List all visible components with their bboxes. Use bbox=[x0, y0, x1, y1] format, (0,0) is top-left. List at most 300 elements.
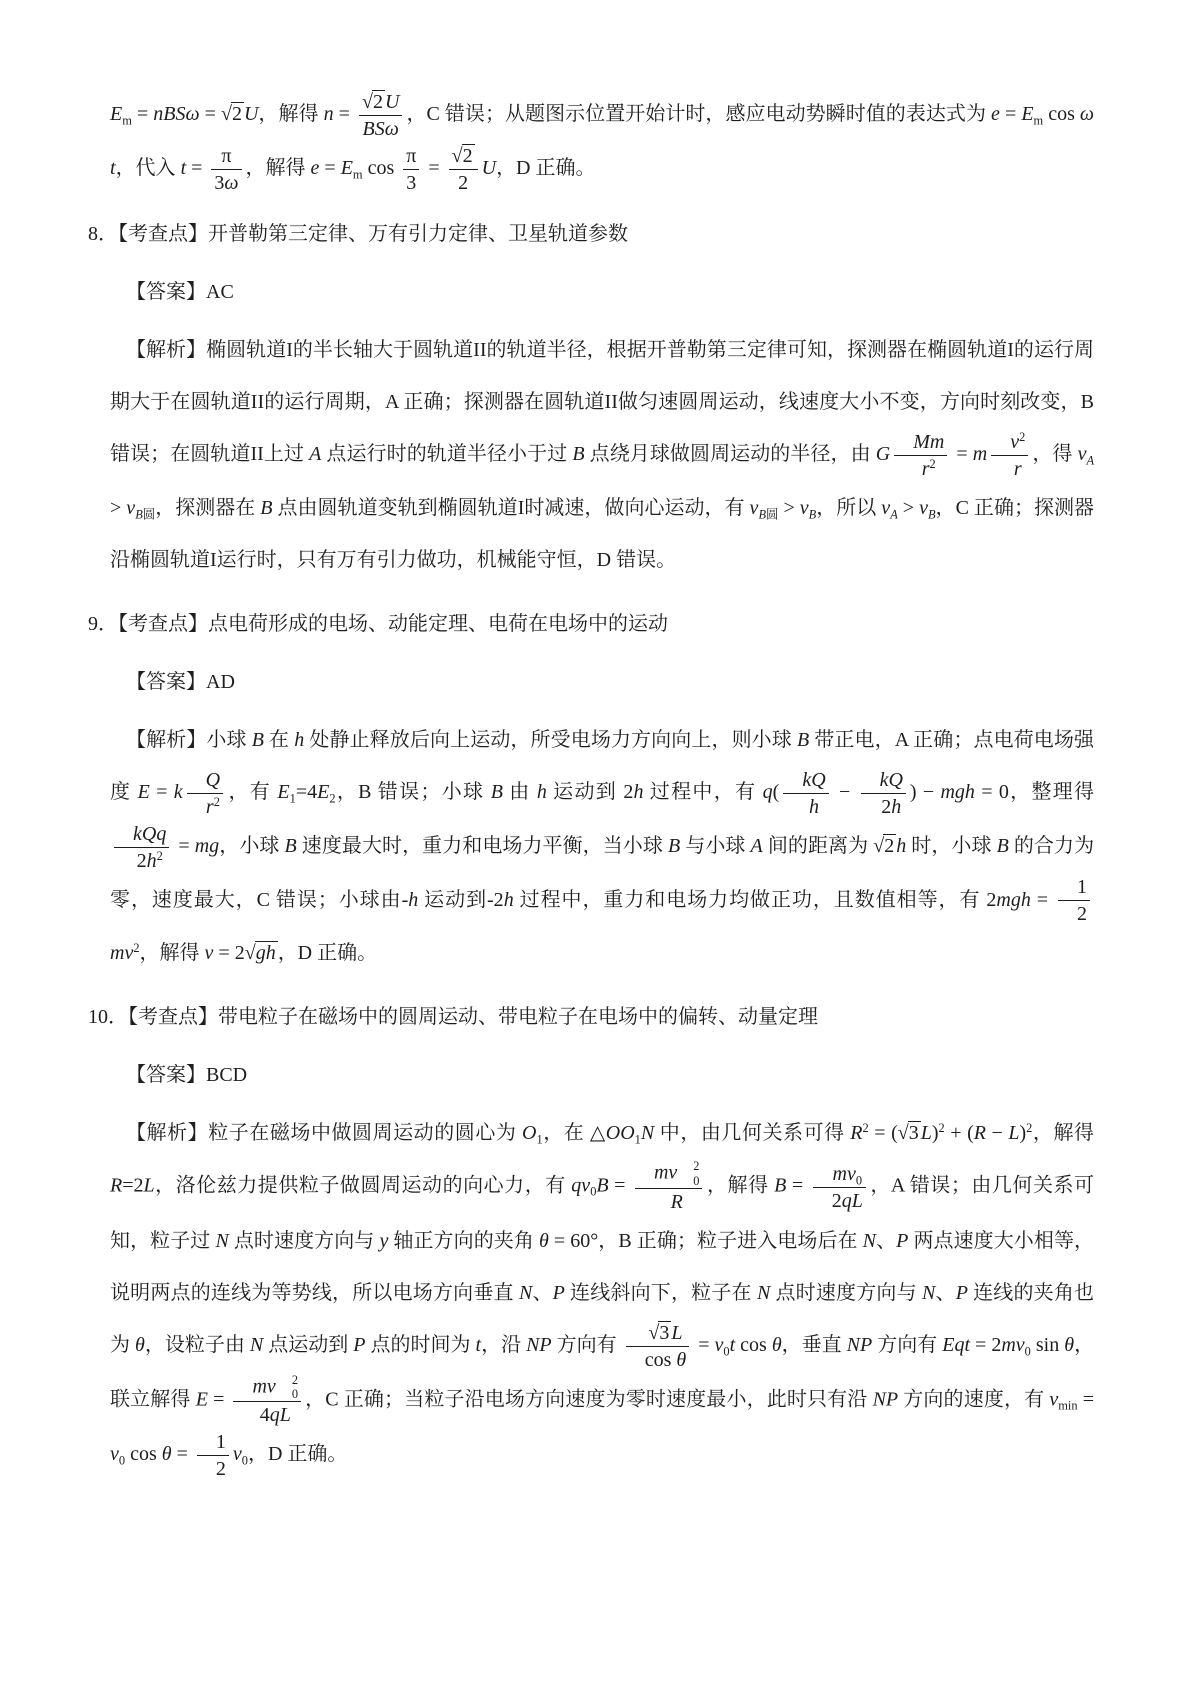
math-roman: 2 bbox=[1019, 429, 1026, 444]
math-roman: 3 bbox=[406, 171, 417, 194]
math-roman: − bbox=[985, 1122, 1009, 1145]
math-variable: gh bbox=[255, 942, 276, 965]
math-fraction bbox=[211, 143, 241, 196]
math-variable: P bbox=[896, 1229, 909, 1252]
math-roman: 3 bbox=[214, 171, 225, 194]
math-variable: BSω bbox=[362, 117, 399, 140]
text-run: ，C 错误；从题图示位置开始计时，感应电动势瞬时值的表达式为 bbox=[406, 103, 992, 125]
fraction-denominator bbox=[211, 170, 241, 196]
math-variable: v bbox=[749, 496, 759, 519]
math-variable: A bbox=[1086, 453, 1095, 468]
math-sqrt bbox=[898, 1121, 921, 1144]
math-roman: 0 bbox=[241, 1453, 248, 1468]
math-subscript bbox=[1034, 113, 1044, 127]
math-fraction bbox=[813, 1161, 866, 1214]
fraction-denominator bbox=[197, 1456, 229, 1482]
math-variable: Mm bbox=[913, 430, 945, 453]
text-run: 点绕月球做圆周运动的半径，由 bbox=[584, 442, 876, 465]
math-fraction bbox=[991, 429, 1028, 482]
math-variable: Q bbox=[205, 768, 221, 791]
math-fraction bbox=[861, 767, 906, 820]
math-variable: nBSω bbox=[153, 103, 200, 125]
math-variable: kQ bbox=[879, 768, 903, 791]
math-variable: v bbox=[1010, 430, 1020, 453]
text-run: 连线的夹角也为 bbox=[110, 1281, 1095, 1356]
math-roman: = bbox=[999, 103, 1022, 125]
math-variable: B bbox=[927, 507, 936, 522]
math-roman: cos bbox=[644, 1348, 677, 1371]
radical-sign-icon: √ bbox=[361, 90, 372, 113]
math-roman: ) − bbox=[909, 780, 941, 803]
math-subscript bbox=[1086, 453, 1094, 467]
text-run: 9．【考查点】点电荷形成的电场、动能定理、电荷在电场中的运动 bbox=[88, 612, 668, 635]
math-superscript bbox=[930, 457, 936, 471]
text-run: 圆 bbox=[142, 507, 156, 522]
text-run: 过程中，重力和电场力均做正功，且数值相等，有 bbox=[513, 888, 987, 911]
math-variable: E bbox=[195, 1388, 208, 1411]
math-variable: NP bbox=[526, 1333, 552, 1356]
math-variable: B bbox=[490, 780, 503, 803]
math-variable: G bbox=[875, 442, 891, 465]
math-variable: θ bbox=[538, 1229, 549, 1252]
q9-answer bbox=[110, 656, 1094, 708]
math-roman: cos bbox=[362, 156, 400, 179]
fraction-denominator bbox=[449, 170, 478, 196]
radical-sign-icon: √ bbox=[451, 144, 462, 167]
math-variable: k bbox=[173, 780, 183, 803]
text-run: ，小球 bbox=[219, 834, 285, 857]
text-run: 运动到-2 bbox=[418, 888, 504, 911]
math-roman: cos bbox=[735, 1333, 772, 1356]
math-variable: B bbox=[668, 834, 681, 857]
text-run: ，得 bbox=[1032, 442, 1078, 465]
subsup-subscript bbox=[677, 1174, 699, 1188]
math-roman: π bbox=[406, 144, 417, 167]
math-roman: 1 bbox=[536, 1132, 543, 1147]
math-variable: r bbox=[921, 457, 930, 480]
q9-analysis bbox=[110, 714, 1094, 980]
math-fraction bbox=[894, 429, 947, 482]
math-roman: 2 bbox=[929, 456, 936, 471]
math-fraction bbox=[626, 1320, 690, 1373]
text-run: 方向有 bbox=[872, 1333, 943, 1356]
fraction-denominator bbox=[403, 170, 419, 196]
math-variable: L bbox=[1008, 1122, 1020, 1145]
math-variable: N bbox=[756, 1281, 771, 1304]
math-variable: v bbox=[126, 496, 136, 519]
fraction-denominator bbox=[783, 794, 828, 820]
text-run: 【答案】AD bbox=[126, 670, 235, 693]
math-variable: h bbox=[808, 795, 819, 818]
math-subscript bbox=[856, 1173, 862, 1187]
text-run: 中，由几何关系可得 bbox=[654, 1122, 851, 1145]
fraction-denominator bbox=[187, 794, 223, 820]
text-run: ，解得 bbox=[258, 103, 324, 125]
math-roman: 1 bbox=[1077, 876, 1087, 899]
math-sqrt bbox=[452, 144, 475, 167]
radical-sign-icon: √ bbox=[873, 834, 884, 857]
math-variable: R bbox=[110, 1174, 123, 1197]
text-run: ，D 正确。 bbox=[277, 942, 378, 965]
text-run: 在 bbox=[263, 728, 295, 751]
fraction-denominator bbox=[359, 116, 402, 142]
math-roman: 0 bbox=[1024, 1344, 1031, 1359]
math-roman: 3 bbox=[908, 1122, 919, 1145]
math-variable: qL bbox=[841, 1189, 863, 1212]
math-variable: mg bbox=[194, 834, 220, 857]
math-variable: h bbox=[408, 888, 419, 911]
text-run: 由 bbox=[502, 780, 537, 803]
math-roman: − bbox=[832, 780, 857, 803]
math-roman: 2 bbox=[986, 888, 997, 911]
math-subsup bbox=[276, 1373, 298, 1402]
text-run: 间的距离为 bbox=[762, 834, 874, 857]
math-superscript bbox=[214, 795, 220, 809]
math-variable: B bbox=[260, 496, 273, 519]
text-run: ，有 bbox=[227, 780, 278, 803]
radical-sign-icon: √ bbox=[220, 103, 231, 125]
math-roman: 4 bbox=[259, 1404, 270, 1427]
math-roman: = 60° bbox=[548, 1229, 599, 1252]
math-variable: r bbox=[205, 795, 214, 818]
text-run: 的合力为零，速度最大，C 错误；小球由- bbox=[110, 834, 1095, 911]
math-roman: = bbox=[693, 1333, 715, 1356]
math-roman: > bbox=[778, 496, 800, 519]
math-sqrt bbox=[873, 834, 896, 857]
math-variable: N bbox=[249, 1333, 264, 1356]
math-roman: = bbox=[608, 1174, 631, 1197]
math-roman: = bbox=[149, 780, 174, 803]
fraction-numerator bbox=[233, 1373, 301, 1403]
math-variable: t bbox=[729, 1333, 736, 1356]
math-roman: 1 bbox=[215, 1431, 226, 1454]
fraction-denominator bbox=[114, 848, 169, 874]
math-variable: N bbox=[640, 1122, 655, 1145]
q10-analysis bbox=[110, 1107, 1094, 1482]
math-roman: 2 bbox=[938, 1121, 945, 1136]
text-run: ，整理得 bbox=[1008, 780, 1095, 803]
radical-sign-icon: √ bbox=[648, 1321, 659, 1344]
q10-heading bbox=[88, 991, 1094, 1043]
math-variable: E bbox=[277, 780, 290, 803]
math-roman: = bbox=[1030, 888, 1054, 911]
math-superscript bbox=[1019, 430, 1025, 444]
math-variable: h bbox=[891, 795, 902, 818]
math-variable: N bbox=[862, 1229, 876, 1252]
math-variable: y bbox=[379, 1229, 389, 1252]
math-roman: = bbox=[423, 156, 445, 179]
text-run: 【解析】椭圆轨道I的半长轴大于圆轨道II的轨道半径，根据开普勒第三定律可知，探测器在椭圆轨道I的运行周期大于在圆轨道II的运行周期，A 正确；探测器在圆轨道II做匀速圆周运动，线速度大小不变，方向时刻改变，B 错误；在圆轨道II上过 bbox=[110, 338, 1094, 465]
math-fraction bbox=[1058, 874, 1090, 927]
math-roman: 2 bbox=[133, 941, 140, 956]
math-variable: h bbox=[633, 780, 644, 803]
math-variable: qL bbox=[269, 1404, 291, 1427]
math-variable: v bbox=[714, 1333, 724, 1356]
math-variable: N bbox=[921, 1281, 936, 1304]
q8-heading bbox=[88, 208, 1094, 260]
fraction-numerator bbox=[783, 767, 828, 794]
math-variable: B bbox=[251, 728, 264, 751]
text-run: 两点速度大小相等，说明两点的连线为等势线，所以电场方向垂直 bbox=[110, 1229, 1095, 1304]
math-variable: E bbox=[340, 156, 353, 179]
text-run: 点运动到 bbox=[263, 1333, 354, 1356]
text-run: ，解得 bbox=[245, 156, 311, 179]
math-roman: min bbox=[1058, 1398, 1078, 1413]
math-variable: Eqt bbox=[942, 1333, 971, 1356]
math-roman: 0 bbox=[855, 1173, 863, 1188]
radical-sign-icon: √ bbox=[244, 942, 255, 965]
math-variable: NP bbox=[872, 1388, 899, 1411]
text-run: ，解得 bbox=[1032, 1122, 1095, 1145]
math-roman: 2 bbox=[231, 103, 242, 125]
fraction-numerator bbox=[211, 143, 241, 170]
math-roman: 2 bbox=[862, 1121, 869, 1136]
math-roman: 2 bbox=[213, 794, 220, 809]
math-roman: 2 bbox=[1026, 1121, 1033, 1136]
math-variable: h bbox=[294, 728, 305, 751]
math-roman: = bbox=[131, 103, 154, 125]
text-run: ，所以 bbox=[816, 496, 882, 519]
math-roman: 2 bbox=[693, 1159, 700, 1174]
math-roman: 2 bbox=[831, 1189, 842, 1212]
fraction-numerator bbox=[449, 143, 478, 170]
math-roman: = bbox=[171, 1443, 193, 1466]
math-variable: mv bbox=[252, 1375, 276, 1398]
math-roman: + ( bbox=[944, 1122, 974, 1145]
fraction-numerator bbox=[991, 429, 1028, 456]
text-run: 与小球 bbox=[680, 834, 751, 857]
math-sqrt bbox=[221, 102, 244, 125]
math-roman: = bbox=[199, 103, 221, 125]
math-variable: U bbox=[481, 156, 497, 179]
math-fraction bbox=[197, 1429, 229, 1482]
math-subscript bbox=[122, 113, 132, 127]
math-variable: mv bbox=[1001, 1333, 1025, 1356]
math-roman: m bbox=[1033, 113, 1044, 128]
math-fraction bbox=[114, 821, 169, 874]
math-variable: E bbox=[317, 780, 330, 803]
text-run: 、 bbox=[532, 1281, 553, 1304]
math-variable: NP bbox=[846, 1333, 873, 1356]
math-roman: △ bbox=[589, 1122, 606, 1145]
text-run: 带正电，A 正确；点电荷电场强度 bbox=[110, 728, 1095, 803]
math-roman: m bbox=[122, 113, 132, 128]
math-variable: v bbox=[1049, 1388, 1059, 1411]
text-run: 【解析】小球 bbox=[126, 728, 252, 751]
math-roman: > bbox=[110, 496, 127, 519]
q8-answer bbox=[110, 266, 1094, 318]
text-run: 连线斜向下，粒子在 bbox=[564, 1281, 757, 1304]
math-roman: 2 bbox=[881, 795, 892, 818]
fraction-numerator bbox=[861, 767, 906, 794]
math-variable: R bbox=[973, 1122, 986, 1145]
fraction-numerator bbox=[187, 767, 223, 794]
math-fraction bbox=[635, 1159, 703, 1215]
math-roman: 0 bbox=[723, 1344, 730, 1359]
math-roman: 2 bbox=[156, 848, 163, 863]
math-fraction bbox=[403, 143, 419, 196]
text-run: 点时速度方向与 bbox=[770, 1281, 922, 1304]
math-fraction bbox=[359, 89, 402, 142]
math-variable: R bbox=[850, 1122, 863, 1145]
math-roman: = bbox=[186, 156, 208, 179]
math-variable: OO bbox=[605, 1122, 635, 1145]
radicand bbox=[372, 90, 385, 113]
text-run: ，B 正确；粒子进入电场后在 bbox=[598, 1229, 863, 1252]
math-roman: = bbox=[173, 834, 195, 857]
math-variable: h bbox=[503, 888, 514, 911]
math-variable: q bbox=[762, 780, 773, 803]
math-sqrt bbox=[362, 90, 385, 113]
math-roman: = 2 bbox=[213, 942, 245, 965]
math-roman: =4 bbox=[295, 780, 318, 803]
radicand bbox=[462, 144, 475, 167]
math-variable: E bbox=[1021, 103, 1034, 125]
math-variable: n bbox=[323, 103, 334, 125]
math-roman: cos bbox=[125, 1443, 162, 1466]
text-run: 点的时间为 bbox=[365, 1333, 476, 1356]
math-variable: B bbox=[808, 507, 817, 522]
math-fraction bbox=[783, 767, 828, 820]
math-superscript bbox=[157, 849, 163, 863]
math-variable: P bbox=[552, 1281, 565, 1304]
math-variable: B bbox=[774, 1174, 787, 1197]
math-roman: = bbox=[319, 156, 341, 179]
math-roman: 2 bbox=[215, 1458, 226, 1481]
math-variable: E bbox=[110, 103, 123, 125]
math-variable: B bbox=[284, 834, 297, 857]
math-roman: = bbox=[786, 1174, 809, 1197]
text-run: ，B 错误；小球 bbox=[335, 780, 491, 803]
math-variable: R bbox=[670, 1190, 683, 1213]
math-variable: ω t bbox=[110, 103, 1095, 179]
math-variable: kQ bbox=[802, 768, 826, 791]
math-variable: mv bbox=[653, 1162, 678, 1185]
math-variable: L bbox=[671, 1321, 683, 1344]
math-variable: h bbox=[536, 780, 547, 803]
math-variable: t bbox=[180, 156, 187, 179]
math-roman: π bbox=[221, 144, 232, 167]
text-run: ，A 错误；由几何关系可知，粒子过 bbox=[110, 1174, 1095, 1252]
text-run: 点时速度方向与 bbox=[228, 1229, 380, 1252]
text-run: ，设粒子由 bbox=[144, 1333, 250, 1356]
math-variable: U bbox=[243, 103, 259, 125]
math-variable: B bbox=[596, 1174, 609, 1197]
math-roman: 2 bbox=[884, 834, 895, 857]
math-fraction bbox=[187, 767, 223, 820]
radicand bbox=[231, 102, 244, 125]
math-roman: ( bbox=[772, 780, 780, 803]
document-content bbox=[88, 88, 1095, 1482]
q10-answer bbox=[110, 1049, 1094, 1101]
math-variable: N bbox=[215, 1229, 229, 1252]
math-roman: 1 bbox=[634, 1132, 641, 1147]
math-variable: h bbox=[146, 849, 157, 872]
text-run: 、 bbox=[876, 1229, 897, 1252]
math-roman: 0 bbox=[291, 1387, 299, 1402]
math-variable: B bbox=[572, 442, 585, 465]
math-roman: = 0 bbox=[974, 780, 1009, 803]
text-run: 【解析】粒子在磁场中做圆周运动的圆心为 bbox=[126, 1122, 522, 1145]
math-variable: U bbox=[384, 90, 400, 113]
text-run: ，代入 bbox=[115, 156, 181, 179]
text-run: 10．【考查点】带电粒子在磁场中的圆周运动、带电粒子在电场中的偏转、动量定理 bbox=[88, 1006, 818, 1029]
math-roman: = ( bbox=[868, 1122, 898, 1145]
text-run: 8．【考查点】开普勒第三定律、万有引力定律、卫星轨道参数 bbox=[88, 222, 628, 245]
math-variable: E bbox=[137, 780, 150, 803]
math-variable: θ bbox=[771, 1333, 782, 1356]
math-variable: θ bbox=[676, 1348, 687, 1371]
q7-solution bbox=[110, 88, 1094, 196]
fraction-denominator bbox=[1058, 901, 1090, 927]
math-roman: 2 bbox=[372, 90, 383, 113]
math-variable: θ bbox=[161, 1443, 172, 1466]
math-variable: v bbox=[110, 1443, 119, 1466]
text-run: ，洛伦兹力提供粒子做圆周运动的向心力，有 bbox=[154, 1174, 572, 1197]
text-run: ，垂直 bbox=[781, 1333, 847, 1356]
text-run: ，D 正确。 bbox=[247, 1443, 348, 1466]
math-roman: = bbox=[951, 442, 973, 465]
math-roman: 2 bbox=[329, 791, 336, 806]
math-variable: e bbox=[991, 103, 1000, 125]
math-variable: O bbox=[521, 1122, 537, 1145]
text-run: ，联立解得 bbox=[110, 1333, 1095, 1411]
math-variable: B bbox=[996, 834, 1009, 857]
text-run: 【答案】BCD bbox=[126, 1064, 248, 1087]
math-roman: = bbox=[207, 1388, 230, 1411]
math-subscript bbox=[928, 507, 936, 521]
math-subscript bbox=[1058, 1399, 1077, 1413]
math-roman: 2 bbox=[291, 1372, 299, 1387]
text-run: ，C 正确；探测器沿椭圆轨道I运行时，只有万有引力做功，机械能守恒，D 错误。 bbox=[110, 496, 1095, 571]
math-variable: mgh bbox=[996, 888, 1031, 911]
fraction-numerator bbox=[1058, 874, 1090, 901]
text-run: ，在 bbox=[542, 1122, 590, 1145]
text-run: 时，小球 bbox=[906, 834, 997, 857]
math-variable: h bbox=[896, 834, 907, 857]
text-run: 处静止释放后向上运动，所受电场力方向向上，则小球 bbox=[304, 728, 797, 751]
text-run: ，解得 bbox=[706, 1174, 775, 1197]
q8-analysis bbox=[110, 324, 1094, 586]
math-roman: 0 bbox=[693, 1173, 700, 1188]
fraction-denominator bbox=[894, 456, 947, 482]
fraction-denominator bbox=[813, 1188, 866, 1214]
math-variable: ω bbox=[224, 171, 239, 194]
math-variable: A bbox=[309, 442, 322, 465]
math-variable: v bbox=[881, 496, 891, 519]
radicand bbox=[883, 834, 896, 857]
fraction-numerator bbox=[894, 429, 947, 456]
math-variable: P bbox=[955, 1281, 968, 1304]
math-variable: P bbox=[353, 1333, 366, 1356]
text-run: 圆 bbox=[766, 507, 779, 522]
fraction-denominator bbox=[991, 456, 1028, 482]
math-variable: v bbox=[799, 496, 809, 519]
radical-sign-icon: √ bbox=[897, 1122, 908, 1145]
math-roman: = bbox=[333, 103, 355, 125]
math-variable: L bbox=[920, 1122, 932, 1145]
math-variable: B bbox=[758, 507, 767, 522]
text-run: 速度最大时，重力和电场力平衡，当小球 bbox=[296, 834, 668, 857]
fraction-numerator bbox=[359, 89, 402, 116]
math-variable: m bbox=[972, 442, 988, 465]
math-variable: qv bbox=[571, 1174, 591, 1197]
q9-heading bbox=[88, 598, 1094, 650]
math-sqrt bbox=[648, 1321, 671, 1344]
math-roman: = bbox=[1077, 1388, 1094, 1411]
subsup-superscript bbox=[677, 1159, 699, 1173]
math-variable: v bbox=[919, 496, 928, 519]
